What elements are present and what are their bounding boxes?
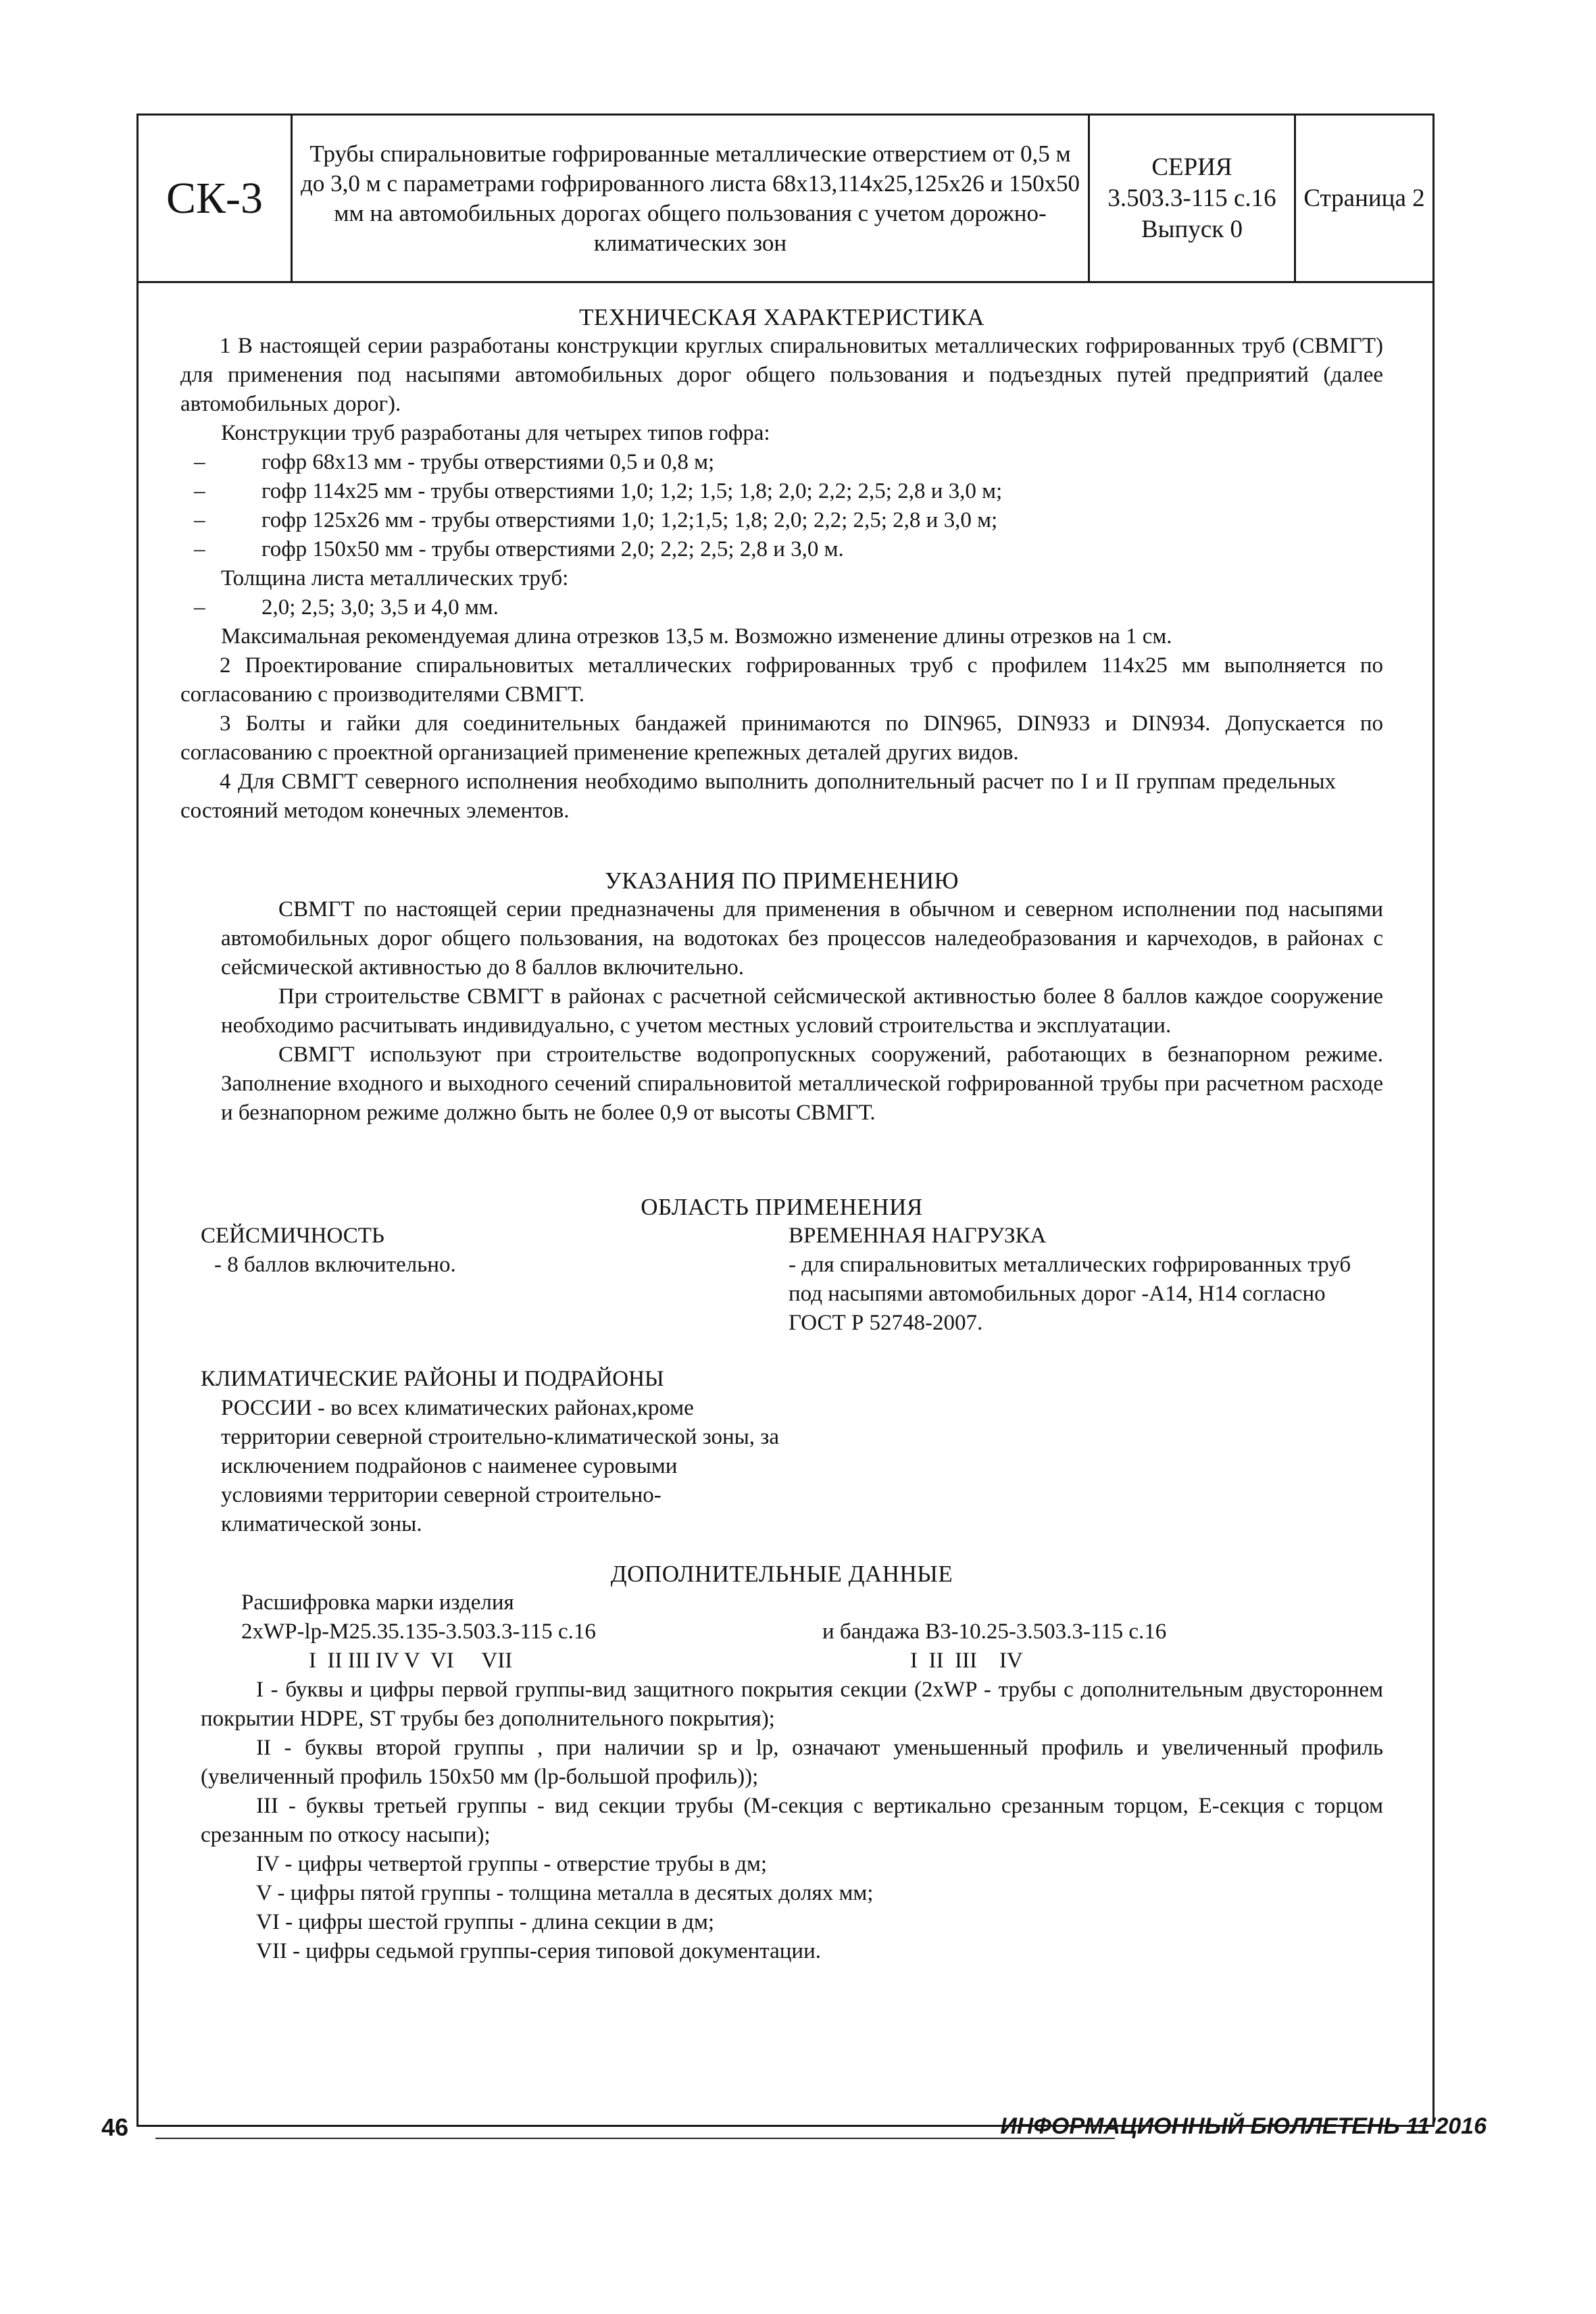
list-item: – гофр 125х26 мм - трубы отверстиями 1,0; 1,2;1,5; 1,8; 2,0; 2,2; 2,5; 2,8 и 3,0 м;	[194, 508, 998, 532]
scope-heading: ОБЛАСТЬ ПРИМЕНЕНИЯ	[641, 1194, 923, 1220]
page-label: Страница 2	[1303, 184, 1425, 212]
decode-label: Расшифровка марки изделия	[241, 1590, 514, 1615]
climate-title: КЛИМАТИЧЕСКИЕ РАЙОНЫ И ПОДРАЙОНЫ	[201, 1367, 664, 1391]
tech-p2: 2 Проектирование спиральновитых металлических гофрированных труб с профилем 114х25 мм выполняется по согласованию с производителями СВМГТ.	[180, 653, 1383, 707]
series-number: 3.503.3-115 с.16	[1107, 184, 1276, 212]
climate-text: РОССИИ - во всех климатических районах,кроме территории северной строительно-климатической зоны, за исключением подрайонов с наименее суровыми условиями территории северной строительно-климатической зоны.	[221, 1396, 779, 1536]
issue-number: Выпуск 0	[1141, 215, 1243, 243]
group-5: V - цифры пятой группы - толщина металла в десятых долях мм;	[256, 1881, 874, 1905]
mark-examples	[180, 1617, 1383, 1646]
group-7: VII - цифры седьмой группы-серия типовой документации.	[256, 1939, 822, 1963]
band-groups: I II III IV	[910, 1649, 1023, 1673]
doc-title: Трубы спиральновитые гофрированные металлические отверстием от 0,5 м до 3,0 м с параметрами гофрированного листа 68х13,114х25,125х26 и 150х50 мм на автомобильных дорогах общего пользования с учетом дорожно-климатических зон	[293, 116, 1090, 281]
load-text: - для спиральновитых металлических гофрированных труб под насыпями автомобильных дорог -А14, Н14 согласно ГОСТ Р 52748-2007.	[789, 1253, 1351, 1335]
tech-heading: ТЕХНИЧЕСКАЯ ХАРАКТЕРИСТИКА	[578, 304, 985, 330]
title-block	[139, 116, 1432, 283]
group-4: IV - цифры четвертой группы - отверстие трубы в дм;	[256, 1852, 768, 1876]
seismic-text: - 8 баллов включительно.	[214, 1253, 456, 1277]
series-block	[1090, 116, 1296, 281]
pipe-groups: I II III IV V VI VII	[309, 1649, 513, 1673]
document-body	[180, 281, 1383, 1966]
list-item: – гофр 114х25 мм - трубы отверстиями 1,0; 1,2; 1,5; 1,8; 2,0; 2,2; 2,5; 2,8 и 3,0 м;	[194, 479, 1003, 503]
group-3: III - буквы третьей группы - вид секции трубы (М-секция с вертикально срезанным торцом, Е-секция с торцом срезанным по откосу насыпи);	[201, 1794, 1383, 1847]
scope-columns	[180, 1222, 1383, 1338]
page-number: 46	[101, 2113, 129, 2141]
tech-p4: 4 Для СВМГТ северного исполнения необходимо выполнить дополнительный расчет по I и II группам предельных состояний методом конечных элементов.	[180, 770, 1336, 823]
usage-p2: При строительстве СВМГТ в районах с расчетной сейсмической активностью более 8 баллов каждое сооружение необходимо расчитывать индивидуально, с учетом местных условий строительства и эксплуатации.	[221, 984, 1383, 1038]
page-footer	[101, 2113, 1487, 2147]
tech-types-intro: Конструкции труб разработаны для четырех типов гофра:	[221, 421, 770, 445]
extra-heading: ДОПОЛНИТЕЛЬНЫЕ ДАННЫЕ	[610, 1561, 953, 1587]
group-6: VI - цифры шестой группы - длина секции в дм;	[256, 1910, 715, 1934]
doc-code: СК-3	[139, 116, 293, 281]
group-2: II - буквы второй группы , при наличии sp и lp, означают уменьшенный профиль и увеличенный профиль (увеличенный профиль 150х50 мм (lp-большой профиль));	[201, 1736, 1383, 1789]
document-frame	[136, 114, 1435, 2127]
footer-rule	[155, 2138, 1115, 2139]
list-item: – гофр 150х50 мм - трубы отверстиями 2,0; 2,2; 2,5; 2,8 и 3,0 м.	[194, 537, 844, 561]
bulletin-title: ИНФОРМАЦИОННЫЙ БЮЛЛЕТЕНЬ 11'2016	[1000, 2113, 1487, 2139]
usage-heading: УКАЗАНИЯ ПО ПРИМЕНЕНИЮ	[605, 867, 959, 894]
thickness-label: Толщина листа металлических труб:	[221, 566, 569, 590]
mark-groups	[180, 1646, 1383, 1676]
list-item: – 2,0; 2,5; 3,0; 3,5 и 4,0 мм.	[194, 595, 499, 620]
load-title: ВРЕМЕННАЯ НАГРУЗКА	[789, 1224, 1047, 1248]
usage-p3: СВМГТ используют при строительстве водопропускных сооружений, работающих в безнапорном режиме. Заполнение входного и выходного сечений спиральновитой металлической гофрированной трубы при расчетном расходе и безнапорном режиме должно быть не более 0,9 от высоты СВМГТ.	[221, 1042, 1383, 1125]
usage-p1: СВМГТ по настоящей серии предназначены для применения в обычном и северном исполнении под насыпями автомобильных дорог общего пользования, на водотоках без процессов наледеобразования и карчеходов, в районах с сейсмической активностью до 8 баллов включительно.	[221, 897, 1383, 980]
band-mark: и бандажа В3-10.25-3.503.3-115 с.16	[822, 1619, 1167, 1644]
seismic-title: СЕЙСМИЧНОСТЬ	[201, 1224, 384, 1248]
group-1: I - буквы и цифры первой группы-вид защитного покрытия секции (2хWP - трубы с дополнительным двустороннем покрытии HDPE, ST трубы без дополнительного покрытия);	[201, 1678, 1383, 1731]
list-item: – гофр 68х13 мм - трубы отверстиями 0,5 и 0,8 м;	[194, 450, 715, 474]
pipe-mark: 2хWP-lp-M25.35.135-3.503.3-115 с.16	[241, 1619, 596, 1644]
max-length: Максимальная рекомендуемая длина отрезков 13,5 м. Возможно изменение длины отрезков на 1 см.	[221, 624, 1172, 649]
tech-p1: 1 В настоящей серии разработаны конструкции круглых спиральновитых металлических гофрированных труб (СВМГТ) для применения под насыпями автомобильных дорог общего пользования и подъездных путей предприятий (далее автомобильных дорог).	[180, 334, 1383, 416]
tech-p3: 3 Болты и гайки для соединительных бандажей принимаются по DIN965, DIN933 и DIN934. Допускается по согласованию с проектной организацией применение крепежных деталей других видов.	[180, 711, 1383, 765]
series-label: СЕРИЯ	[1151, 153, 1232, 181]
